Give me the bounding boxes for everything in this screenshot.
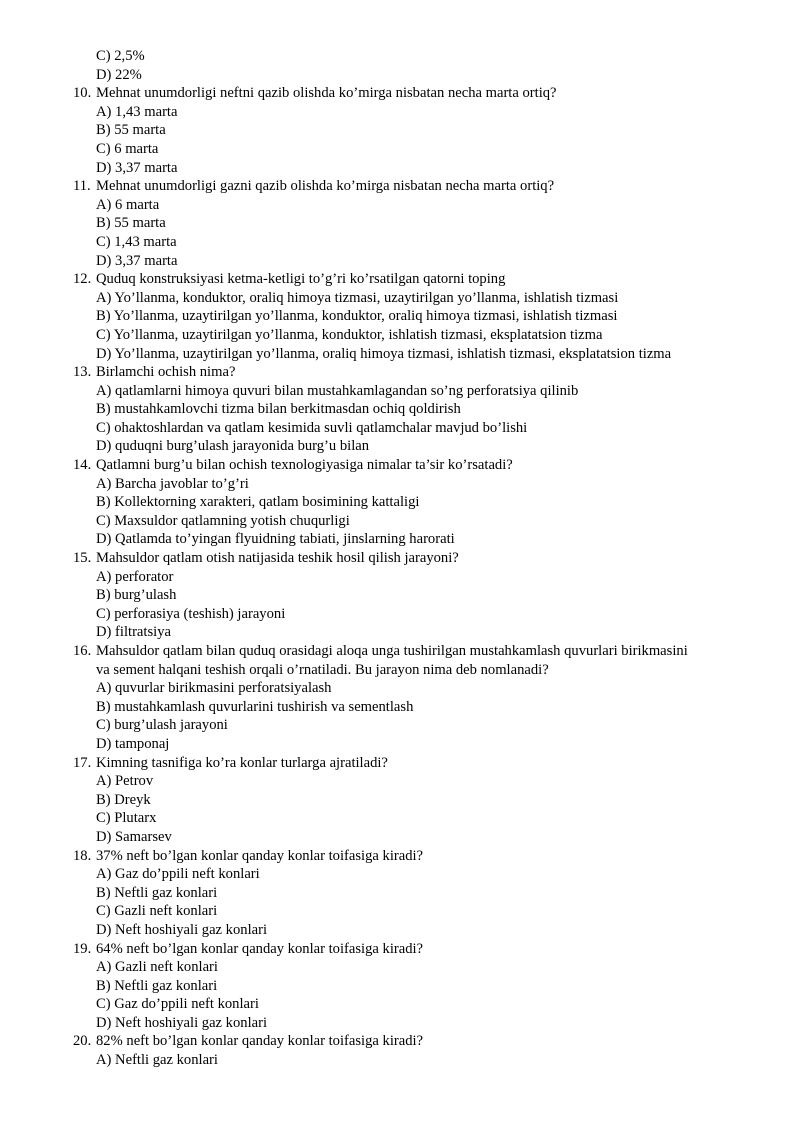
question-text (0, 1032, 800, 1051)
question-block (0, 456, 800, 549)
question-line: Quduq konstruksiyasi ketma-ketligi to’g’ri ko’rsatilgan qatorni toping (96, 271, 506, 288)
answer-option: C) Gazli neft konlari (96, 903, 218, 920)
answer-option: A) Neftli gaz konlari (96, 1052, 218, 1069)
question-block (0, 940, 800, 1033)
question-text (0, 456, 800, 475)
question-block (0, 84, 800, 177)
question-text-continued (0, 661, 800, 680)
answer-option: B) mustahkamlash quvurlarini tushirish va sementlash (96, 698, 414, 715)
question-list (0, 84, 800, 1069)
document-page (0, 47, 800, 1070)
answer-option: A) 1,43 marta (96, 103, 178, 120)
answer-option: C) 6 marta (96, 140, 159, 157)
question-line: Kimning tasnifiga ko’ra konlar turlarga ajratiladi? (96, 754, 388, 771)
question-line: 37% neft bo’lgan konlar qanday konlar toifasiga kiradi? (96, 847, 424, 864)
question-text (0, 363, 800, 382)
question-number: 18. (73, 847, 92, 864)
question-text (0, 270, 800, 289)
previous-question-options (0, 47, 800, 84)
answer-option: B) mustahkamlovchi tizma bilan berkitmasdan ochiq qoldirish (96, 401, 461, 418)
answer-option: D) Neft hoshiyali gaz konlari (96, 921, 268, 938)
question-text (0, 84, 800, 103)
question-text (0, 847, 800, 866)
question-number: 12. (73, 271, 92, 288)
answer-option: D) Qatlamda to’yingan flyuidning tabiati, jinslarning harorati (96, 531, 455, 548)
question-number: 15. (73, 550, 92, 567)
answer-option: A) perforator (96, 568, 174, 585)
question-number: 17. (73, 754, 92, 771)
answer-option: B) 55 marta (96, 215, 166, 232)
question-text (0, 940, 800, 959)
answer-option: D) filtratsiya (96, 624, 171, 641)
answer-option: B) Dreyk (96, 791, 151, 808)
answer-option: B) Kollektorning xarakteri, qatlam bosimining kattaligi (96, 494, 420, 511)
question-block (0, 754, 800, 847)
answer-option: C) perforasiya (teshish) jarayoni (96, 605, 286, 622)
answer-option: D) 3,37 marta (96, 159, 178, 176)
question-number: 10. (73, 85, 92, 102)
answer-option: A) qatlamlarni himoya quvuri bilan mustahkamlagandan so’ng perforatsiya qilinib (96, 382, 579, 399)
question-text (0, 642, 800, 661)
answer-option: C) 1,43 marta (96, 233, 177, 250)
question-line: Mahsuldor qatlam otish natijasida teshik hosil qilish jarayoni? (96, 550, 459, 567)
question-block (0, 270, 800, 363)
question-block (0, 177, 800, 270)
question-line: va sement halqani teshish orqali o’rnatiladi. Bu jarayon nima deb nomlanadi? (96, 661, 549, 678)
question-number: 11. (73, 178, 91, 195)
answer-option: D) Neft hoshiyali gaz konlari (96, 1014, 268, 1031)
answer-option: C) Gaz do’ppili neft konlari (96, 996, 259, 1013)
question-block (0, 363, 800, 456)
answer-option: A) Gazli neft konlari (96, 959, 218, 976)
question-line: Mehnat unumdorligi neftni qazib olishda ko’mirga nisbatan necha marta ortiq? (96, 85, 557, 102)
answer-option: D) quduqni burg’ulash jarayonida burg’u bilan (96, 438, 370, 455)
answer-option: D) tamponaj (96, 735, 170, 752)
question-line: Mahsuldor qatlam bilan quduq orasidagi aloqa unga tushirilgan mustahkamlash quvurlari birikmasini (96, 643, 688, 659)
answer-option: C) burg’ulash jarayoni (96, 717, 228, 734)
answer-option: C) Plutarx (96, 810, 157, 827)
answer-option: A) quvurlar birikmasini perforatsiyalash (96, 680, 332, 697)
answer-option: B) 55 marta (96, 122, 166, 139)
question-number: 14. (73, 457, 92, 474)
question-line: 64% neft bo’lgan konlar qanday konlar toifasiga kiradi? (96, 940, 424, 957)
question-line: Mehnat unumdorligi gazni qazib olishda ko’mirga nisbatan necha marta ortiq? (96, 178, 555, 195)
answer-option: A) Yo’llanma, konduktor, oraliq himoya tizmasi, uzaytirilgan yo’llanma, ishlatish tizmasi (96, 289, 619, 306)
answer-option: C) 2,5% (96, 48, 145, 64)
question-block (0, 1032, 800, 1069)
question-line: 82% neft bo’lgan konlar qanday konlar toifasiga kiradi? (96, 1033, 424, 1050)
answer-option: A) Barcha javoblar to’g’ri (96, 475, 249, 492)
answer-option: C) Maxsuldor qatlamning yotish chuqurligi (96, 512, 350, 529)
question-number: 13. (73, 364, 92, 381)
answer-option: B) Neftli gaz konlari (96, 884, 218, 901)
question-text (0, 754, 800, 773)
question-line: Qatlamni burg’u bilan ochish texnologiyasiga nimalar ta’sir ko’rsatadi? (96, 457, 513, 474)
answer-option: C) Yo’llanma, uzaytirilgan yo’llanma, konduktor, ishlatish tizmasi, eksplatatsion tizma (96, 326, 603, 343)
question-block (0, 549, 800, 642)
answer-option: D) Yo’llanma, uzaytirilgan yo’llanma, oraliq himoya tizmasi, ishlatish tizmasi, eksplatatsion tizma (96, 345, 672, 362)
answer-option: A) 6 marta (96, 196, 160, 213)
question-number: 16. (73, 643, 92, 659)
answer-option: D) 22% (96, 66, 142, 83)
question-number: 20. (73, 1033, 92, 1050)
answer-option: A) Petrov (96, 773, 154, 790)
answer-option: D) 3,37 marta (96, 252, 178, 269)
question-block (0, 642, 800, 754)
question-text (0, 549, 800, 568)
question-block (0, 847, 800, 940)
answer-option: B) Yo’llanma, uzaytirilgan yo’llanma, konduktor, oraliq himoya tizmasi, ishlatish tizmasi (96, 308, 618, 325)
answer-option: A) Gaz do’ppili neft konlari (96, 866, 260, 883)
answer-option: B) burg’ulash (96, 587, 177, 604)
answer-option: D) Samarsev (96, 828, 172, 845)
question-number: 19. (73, 940, 92, 957)
answer-option: C) ohaktoshlardan va qatlam kesimida suvli qatlamchalar mavjud bo’lishi (96, 419, 528, 436)
question-line: Birlamchi ochish nima? (96, 364, 236, 381)
question-text (0, 177, 800, 196)
answer-option: B) Neftli gaz konlari (96, 977, 218, 994)
